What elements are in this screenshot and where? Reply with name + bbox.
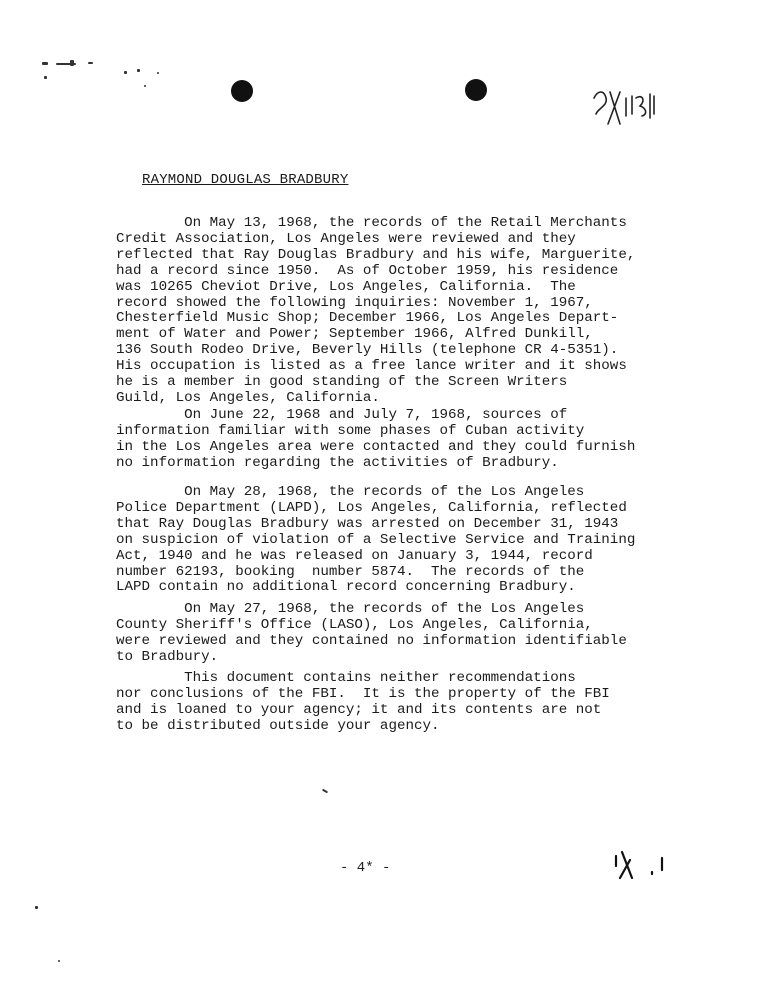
paragraph-laso-records: On May 27, 1968, the records of the Los Angeles County Sheriff's Office (LASO), Los Angeles, California, were reviewed and they contained no information identifiable to Bradbury. <box>116 601 627 665</box>
handwritten-mark-icon <box>612 850 672 882</box>
scan-speck <box>322 789 328 794</box>
document-title: RAYMOND DOUGLAS BRADBURY <box>142 172 349 188</box>
scan-speck <box>144 85 146 87</box>
scan-speck <box>137 69 140 72</box>
scan-speck <box>44 76 47 79</box>
punch-hole-icon <box>465 79 487 101</box>
paragraph-cuban-sources: On June 22, 1968 and July 7, 1968, sources of information familiar with some phases of Cuban activity in the Los Angeles area were contacted and they could furnish no information regarding the activities of Bradbury. <box>116 407 636 471</box>
punch-hole-icon <box>231 80 253 102</box>
paragraph-disclaimer: This document contains neither recommendations nor conclusions of the FBI. It is the property of the FBI and is loaned to your agency; it and its contents are not to be distributed outside your agency. <box>116 670 610 734</box>
scan-speck <box>58 960 60 962</box>
scan-speck <box>157 72 159 74</box>
scan-speck <box>88 62 93 64</box>
page-number: - 4* - <box>340 860 391 876</box>
scan-speck <box>35 906 38 909</box>
paragraph-credit-records: On May 13, 1968, the records of the Retail Merchants Credit Association, Los Angeles were reviewed and they reflected that Ray Douglas Bradbury and his wife, Marguerite, had a record since 1950. As of October 1959, his residence was 10265 Cheviot Drive, Los Angeles, California. The record showed the following inquiries: November 1, 1967, Chesterfield Music Shop; December 1966, Los Angeles Depart- ment of Water and Power; September 1966, Alfred Dunkill, 136 South Rodeo Drive, Beverly Hills (telephone CR 4-5351). His occupation is listed as a free lance writer and it shows he is a member in good standing of the Screen Writers Guild, Los Angeles, California. <box>116 215 636 406</box>
scan-speck <box>124 71 127 74</box>
paragraph-lapd-records: On May 28, 1968, the records of the Los Angeles Police Department (LAPD), Los Angeles, California, reflected that Ray Douglas Bradbury was arrested on December 31, 1943 on suspicion of violation of a Selective Service and Training Act, 1940 and he was released on January 3, 1944, record number 62193, booking number 5874. The records of the LAPD contain no additional record concerning Bradbury. <box>116 484 636 596</box>
handwritten-mark-icon <box>590 84 660 132</box>
scan-speck <box>42 62 48 65</box>
scan-speck <box>70 60 74 66</box>
